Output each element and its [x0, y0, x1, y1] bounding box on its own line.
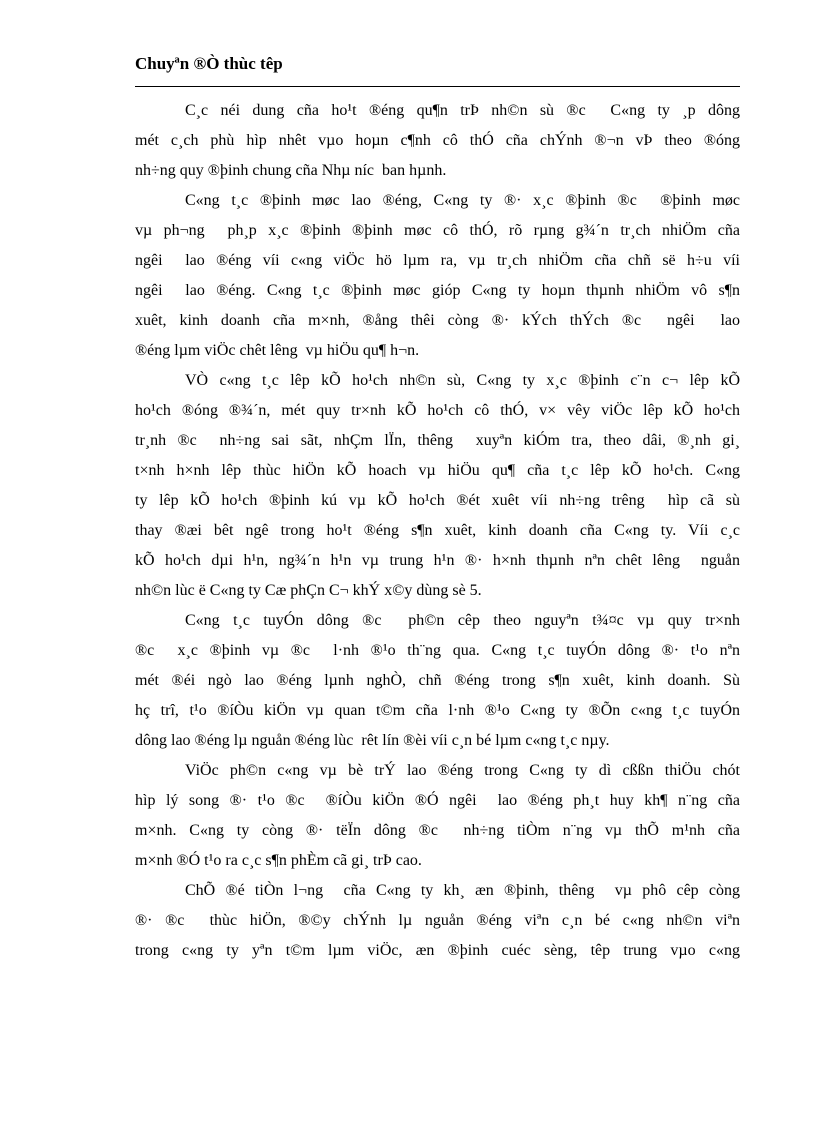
paragraph — [135, 96, 740, 186]
paragraph-line: xuêt, kinh doanh cña m×nh, ®ång thêi còng ®· kÝch thÝch ®c ngêi lao — [135, 312, 740, 329]
paragraph-line: tr¸nh ®c nh÷ng sai sãt, nhÇm lÏn, thêng xuyªn kiÓm tra, theo dâi, ®¸nh gi¸ — [135, 432, 740, 449]
paragraph-line: C«ng t¸c ®þinh møc lao ®éng, C«ng ty ®· x¸c ®þinh ®c ®þinh møc — [185, 192, 740, 209]
paragraph-line: ho¹ch ®óng ®¾´n, mét quy tr×nh kÕ ho¹ch cô thÓ, v× vêy viÖc lêp kÕ ho¹ch — [135, 402, 740, 419]
paragraph-line: VÒ c«ng t¸c lêp kÕ ho¹ch nh©n sù, C«ng ty x¸c ®þinh c¨n c¬ lêp kÕ — [185, 372, 740, 389]
paragraph-line: thay ®æi bêt ngê trong ho¹t ®éng s¶n xuêt, kinh doanh cña C«ng ty. Víi c¸c — [135, 522, 740, 539]
paragraph-line: ViÖc ph©n c«ng vµ bè trÝ lao ®éng trong C«ng ty dì cßßn thiÖu chót — [185, 762, 740, 779]
paragraph-line: m×nh ®Ó t¹o ra c¸c s¶n phÈm cã gi¸ trÞ cao. — [135, 852, 422, 869]
paragraph-line: hìp lý song ®· t¹o ®c ®íÒu kiÖn ®Ó ngêi lao ®éng ph¸t huy kh¶ n¨ng cña — [135, 792, 740, 809]
paragraph-line: hç trî, t¹o ®íÒu kiÖn vµ quan t©m cña l·nh ®¹o C«ng ty ®Õn c«ng t¸c tuyÓn — [135, 702, 740, 719]
header-rule — [135, 86, 740, 87]
paragraph — [135, 366, 740, 606]
paragraph-line: t×nh h×nh lêp thùc hiÖn kÕ hoach vµ hiÖu qu¶ cña t¸c lêp kÕ ho¹ch. C«ng — [135, 462, 740, 479]
paragraph-line: ngêi lao ®éng. C«ng t¸c ®þinh møc gióp C«ng ty hoµn thµnh nhiÖm vô s¶n — [135, 282, 740, 299]
paragraph-line: ®éng lµm viÖc chêt lêng vµ hiÖu qu¶ h¬n. — [135, 342, 420, 359]
paragraph-line: ChÕ ®é tiÒn l¬ng cña C«ng ty kh¸ æn ®þinh, thêng vµ phô cêp còng — [185, 882, 740, 899]
paragraph — [135, 756, 740, 876]
paragraph-line: vµ ph¬ng ph¸p x¸c ®þinh ®þinh møc cô thÓ, rõ rµng g¾´n tr¸ch nhiÖm cña — [135, 222, 740, 239]
paragraph-line: mét c¸ch phù hìp nhêt vµo hoµn c¶nh cô thÓ cña chÝnh ®¬n vÞ theo ®óng — [135, 132, 740, 149]
paragraph-line: C¸c néi dung cña ho¹t ®éng qu¶n trÞ nh©n sù ®c C«ng ty ¸p dông — [185, 102, 740, 119]
paragraph-line: ty lêp kÕ ho¹ch ®þinh kú vµ kÕ ho¹ch ®ét xuêt víi nh÷ng trêng hìp cã sù — [135, 492, 740, 509]
paragraph-line: m×nh. C«ng ty còng ®· tëÏn dông ®c nh÷ng tiÒm n¨ng vµ thÕ m¹nh cña — [135, 822, 740, 839]
paragraph-line: nh©n lùc ë C«ng ty Cæ phÇn C¬ khÝ x©y dùng sè 5. — [135, 582, 482, 599]
paragraph — [135, 606, 740, 756]
paragraph — [135, 876, 740, 966]
running-header-title: Chuyªn ®Ò thùc têp — [135, 54, 283, 73]
paragraph-line: dông lao ®éng lµ nguån ®éng lùc rêt lín ®èi víi c¸n bé lµm c«ng t¸c nµy. — [135, 732, 610, 749]
paragraph-line: trong c«ng ty yªn t©m lµm viÖc, æn ®þinh cuéc sèng, têp trung vµo c«ng — [135, 942, 740, 959]
paragraph — [135, 186, 740, 366]
paragraph-line: nh÷ng quy ®þinh chung cña Nhµ níc ban hµnh. — [135, 162, 447, 179]
paragraph-line: mét ®éi ngò lao ®éng lµnh nghÒ, chñ ®éng trong s¶n xuêt, kinh doanh. Sù — [135, 672, 740, 689]
paragraph-line: ®· ®c thùc hiÖn, ®©y chÝnh lµ nguån ®éng viªn c¸n bé c«ng nh©n viªn — [135, 912, 740, 929]
paragraph-line: kÕ ho¹ch dµi h¹n, ng¾´n h¹n vµ trung h¹n ®· h×nh thµnh nªn chêt lêng nguån — [135, 552, 740, 569]
paragraph-line: ®c x¸c ®þinh vµ ®c l·nh ®¹o th¨ng qua. C«ng t¸c tuyÓn dông ®· t¹o nªn — [135, 642, 740, 659]
paragraph-line: C«ng t¸c tuyÓn dông ®c ph©n cêp theo nguyªn t¾¤c vµ quy tr×nh — [185, 612, 740, 629]
paragraph-line: ngêi lao ®éng víi c«ng viÖc hö lµm ra, vµ tr¸ch nhiÖm cña chñ së h÷u víi — [135, 252, 740, 269]
